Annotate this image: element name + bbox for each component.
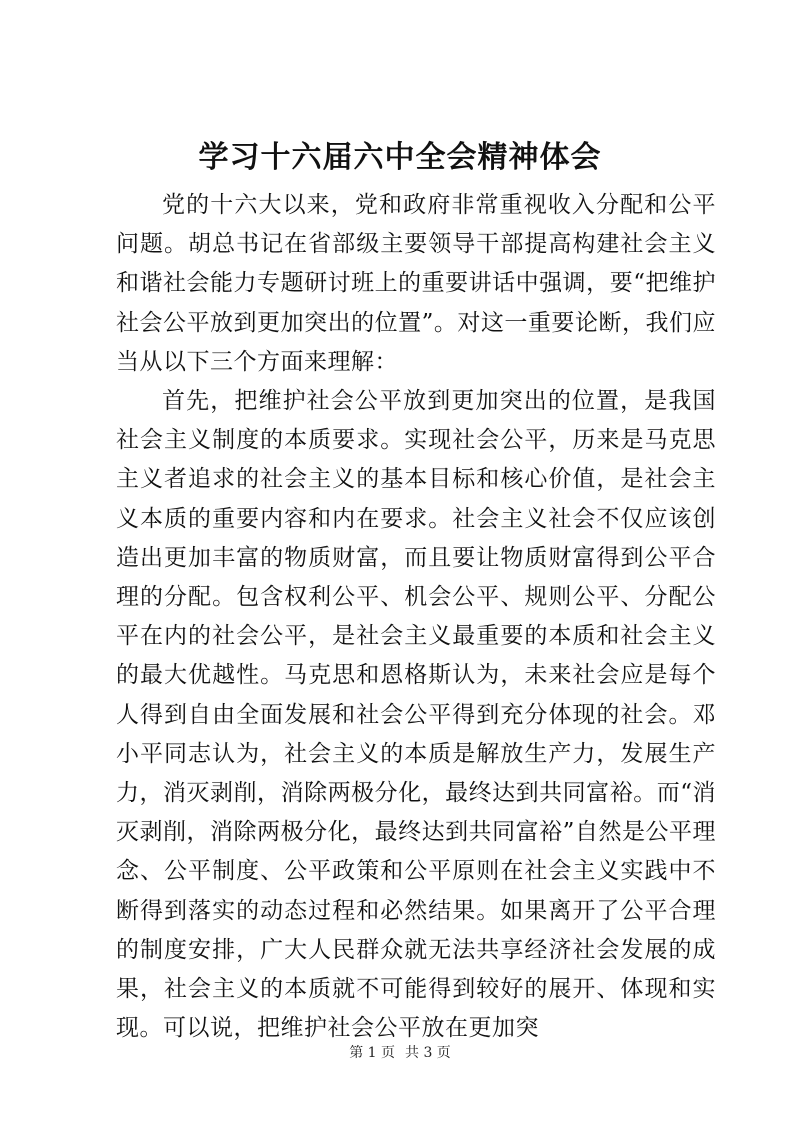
document-title: 学习十六届六中全会精神体会 (198, 140, 602, 175)
paragraph-first-point: 首先，把维护社会公平放到更加突出的位置，是我国社会主义制度的本质要求。实现社会公平，历来是马克思主义者追求的社会主义的基本目标和核心价值，是社会主义本质的重要内容和内在要求。社会主义社会不仅应该创造出更加丰富的物质财富，而且要让物质财富得到公平合理的分配。包含权利公平、机会公平、规则公平、分配公平在内的社会公平，是社会主义最重要的本质和社会主义的最大优越性。马克思和恩格斯认为，未来社会应是每个人得到自由全面发展和社会公平得到充分体现的社会。邓小平同志认为，社会主义的本质是解放生产力，发展生产力，消灭剥削，消除两极分化，最终达到共同富裕。而“消灭剥削，消除两极分化，最终达到共同富裕”自然是公平理念、公平制度、公平政策和公平原则在社会主义实践中不断得到落实的动态过程和必然结果。如果离开了公平合理的制度安排，广大人民群众就无法共享经济社会发展的成果，社会主义的本质就不可能得到较好的展开、体现和实现。可以说，把维护社会公平放在更加突 (116, 388, 716, 1042)
paragraph-intro: 党的十六大以来，党和政府非常重视收入分配和公平问题。胡总书记在省部级主要领导干部提高构建社会主义和谐社会能力专题研讨班上的重要讲话中强调，要“把维护社会公平放到更加突出的位置”。对这一重要论断，我们应当从以下三个方面来理解： (116, 192, 716, 375)
document-body (116, 186, 716, 1048)
page-total: 共 3 页 (405, 1045, 451, 1061)
page-number: 第 1 页 (349, 1045, 395, 1061)
page-footer (0, 1043, 800, 1063)
